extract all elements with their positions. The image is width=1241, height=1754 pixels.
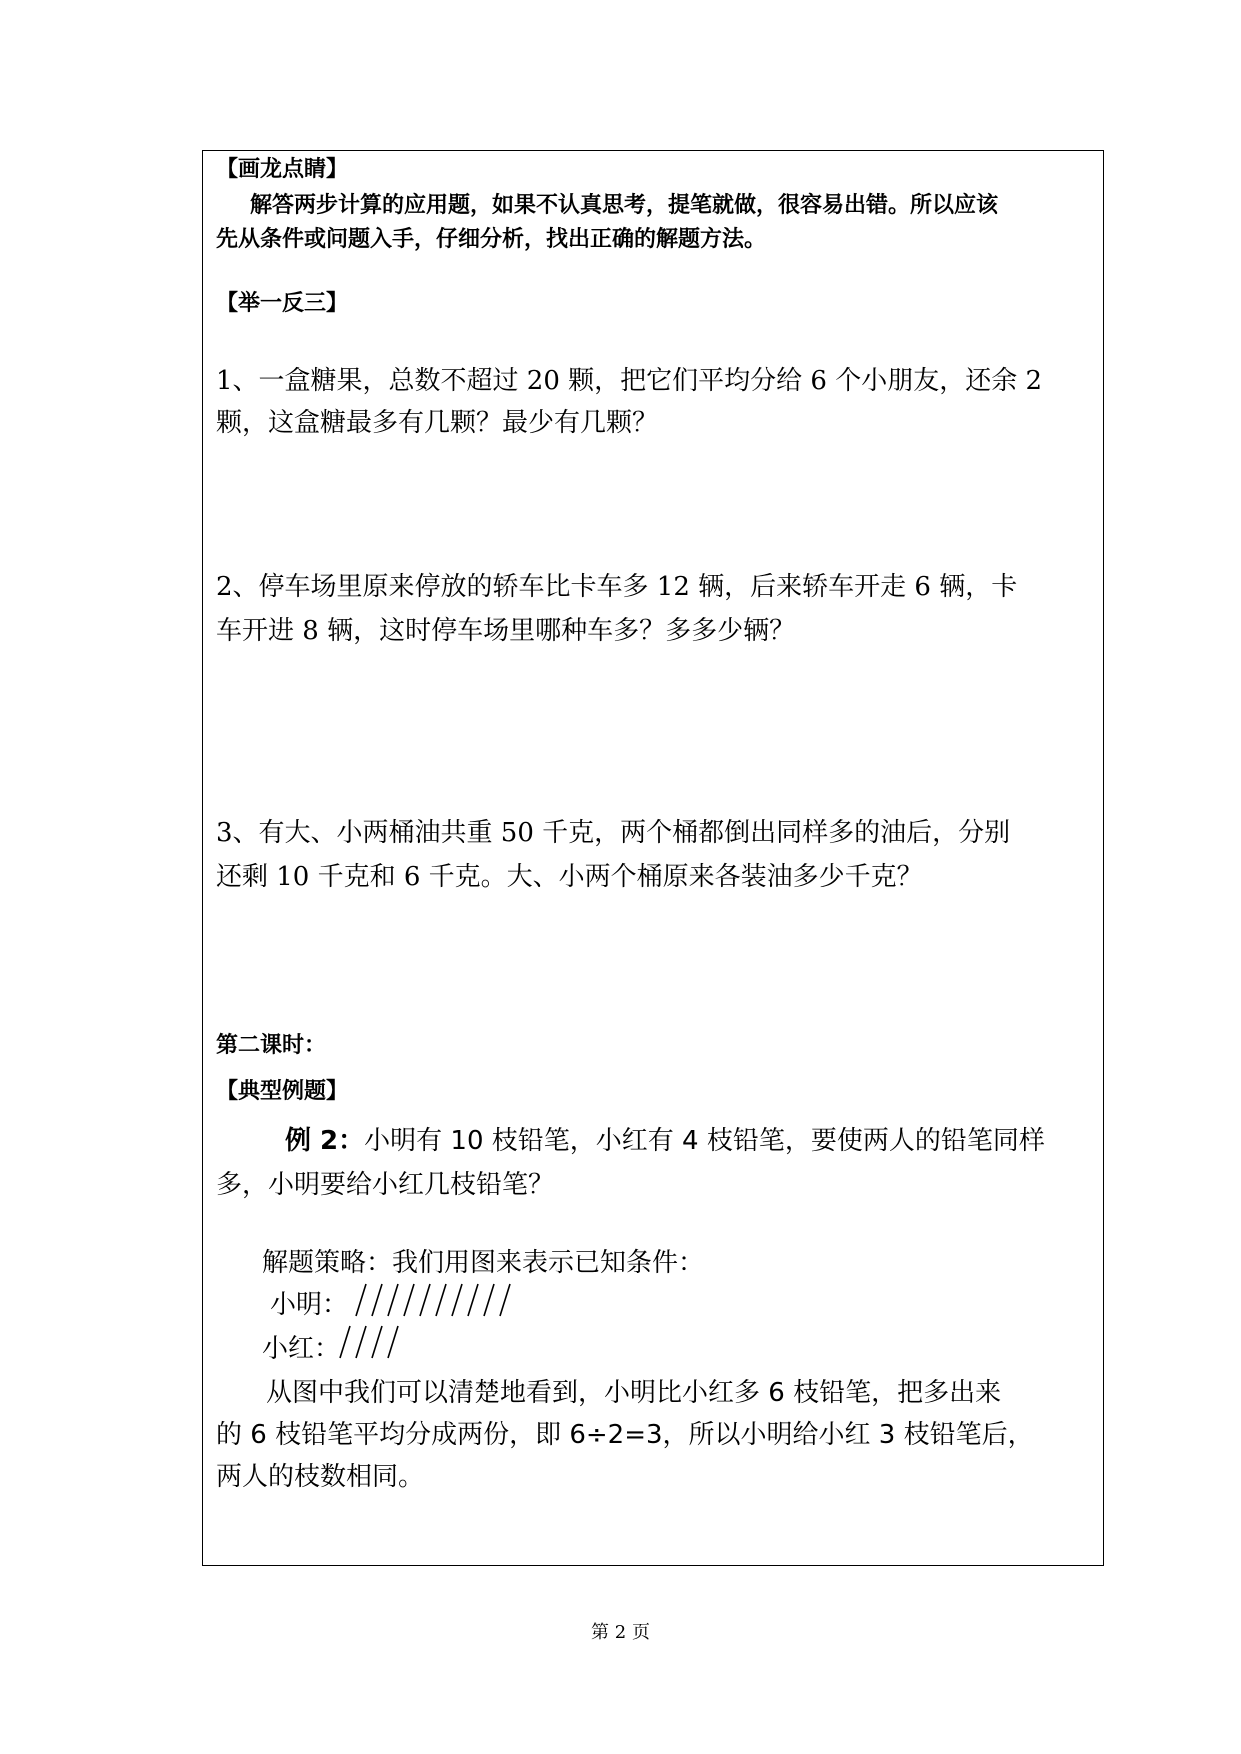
xiaoming-pencil-mark [420, 1284, 430, 1316]
xiaoming-pencil-mark [436, 1284, 446, 1316]
hualong-heading: 【画龙点睛】 [216, 157, 349, 182]
lesson2-title: 第二课时： [216, 1033, 327, 1058]
question-1-line2: 颗，这盒糖最多有几颗？最少有几颗？ [216, 408, 659, 438]
xiaoming-pencil-mark [500, 1284, 510, 1316]
example-line1 [285, 1120, 1045, 1157]
question-3-line2: 还剩 10 千克和 6 千克。大、小两个桶原来各装油多少千克？ [216, 862, 923, 892]
xiaoming-pencil-mark [452, 1284, 462, 1316]
strategy-text: 解题策略：我们用图来表示已知条件： [262, 1248, 705, 1278]
lesson2-heading: 【典型例题】 [216, 1079, 349, 1104]
page-number: 第 2 页 [591, 1622, 650, 1643]
question-2-line2: 车开进 8 辆，这时停车场里哪种车多？多多少辆？ [216, 616, 796, 646]
juyi-heading: 【举一反三】 [216, 291, 349, 316]
xiaoming-pencil-mark [388, 1284, 398, 1316]
hualong-text-line2: 先从条件或问题入手，仔细分析，找出正确的解题方法。 [216, 227, 767, 252]
xiaohong-pencil-tally [334, 1322, 454, 1362]
xiaohong-pencil-mark [388, 1326, 398, 1358]
xiaoming-pencil-mark [356, 1284, 366, 1316]
xiaohong-pencil-mark [356, 1326, 366, 1358]
xiaohong-pencil-mark [340, 1326, 350, 1358]
example-line2: 多，小明要给小红几枝铅笔？ [216, 1170, 555, 1200]
question-3-line1: 3、有大、小两桶油共重 50 千克，两个桶都倒出同样多的油后，分别 [216, 818, 1011, 848]
xiaohong-label: 小红： [262, 1334, 341, 1364]
xiaoming-pencil-tally [350, 1280, 550, 1320]
xiaoming-pencil-mark [468, 1284, 478, 1316]
explain-line3: 两人的枝数相同。 [216, 1462, 425, 1492]
hualong-text-line1: 解答两步计算的应用题，如果不认真思考，提笔就做，很容易出错。所以应该 [250, 193, 999, 218]
explain-line2: 的 6 枝铅笔平均分成两份，即 6÷2=3，所以小明给小红 3 枝铅笔后， [216, 1420, 1034, 1450]
example-text-line1: 小明有 10 枝铅笔，小红有 4 枝铅笔，要使两人的铅笔同样 [364, 1126, 1045, 1156]
xiaoming-pencil-mark [404, 1284, 414, 1316]
xiaoming-pencil-mark [372, 1284, 382, 1316]
xiaohong-pencil-mark [372, 1326, 382, 1358]
xiaoming-pencil-mark [484, 1284, 494, 1316]
explain-line1: 从图中我们可以清楚地看到，小明比小红多 6 枝铅笔，把多出来 [266, 1378, 1002, 1408]
xiaoming-label: 小明： [270, 1290, 349, 1320]
question-1-line1: 1、一盒糖果，总数不超过 20 颗，把它们平均分给 6 个小朋友，还余 2 [216, 366, 1043, 396]
example-label: 例 2： [285, 1126, 365, 1156]
question-2-line1: 2、停车场里原来停放的轿车比卡车多 12 辆，后来轿车开走 6 辆，卡 [216, 572, 1018, 602]
